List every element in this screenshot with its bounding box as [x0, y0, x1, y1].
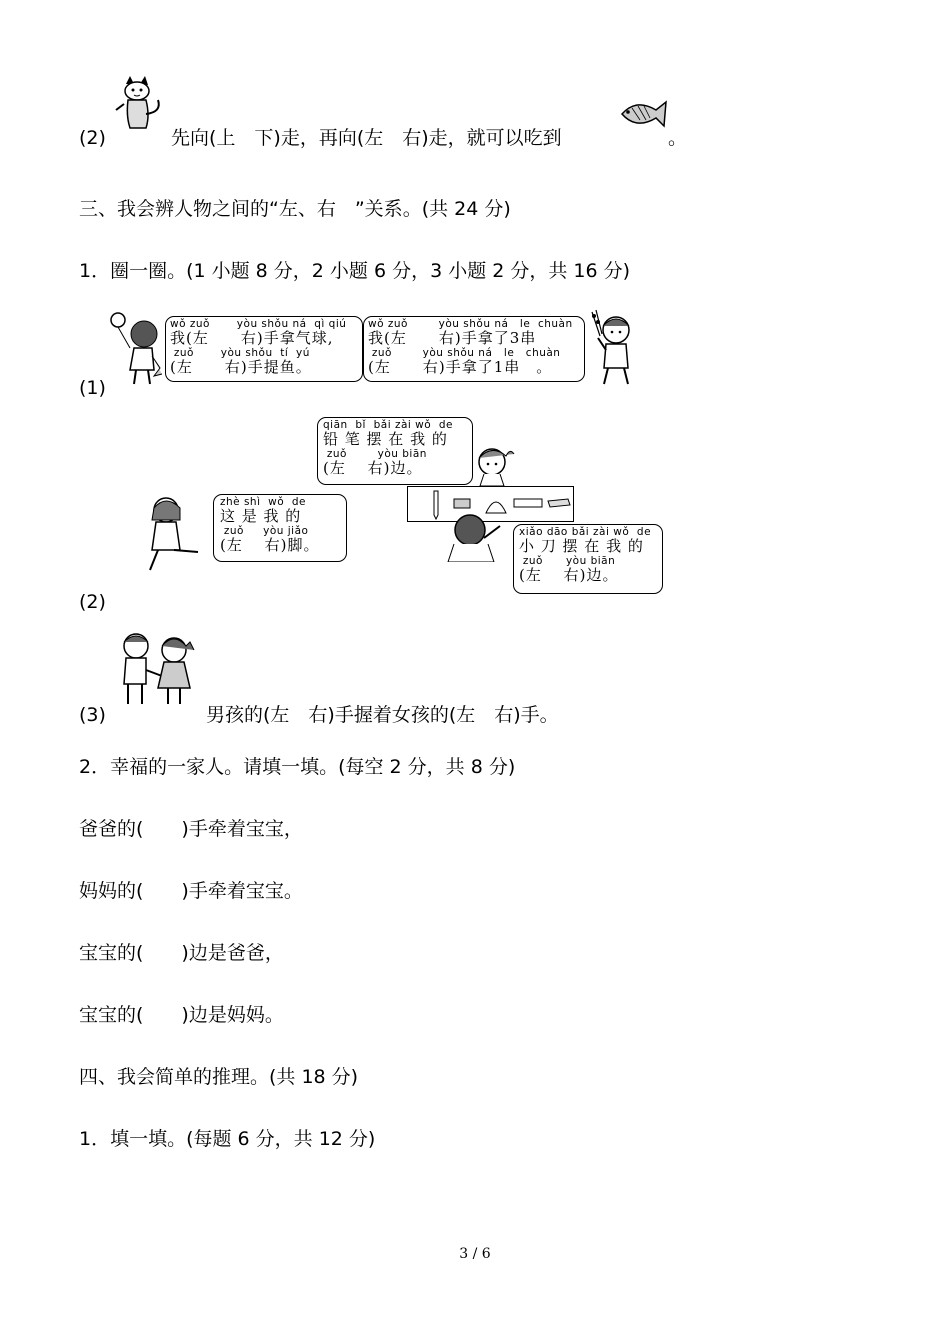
speech-bubble-balloon: wǒ zuǒ yòu shǒu ná qì qiú 我(左 右)手拿气球, zuǒ yòu shǒu tí yú (左 右)手提鱼。	[165, 316, 363, 382]
question-2-end: 。	[668, 127, 688, 149]
question-2-text: 先向(上 下)走，再向(左 右)走，就可以吃到	[171, 127, 562, 149]
fill-line-1: 爸爸的( )手牵着宝宝，	[79, 818, 303, 840]
boy-and-girl-holding-hands-icon	[110, 630, 202, 708]
sub-3-number: (3)	[79, 704, 106, 726]
fill-line-4: 宝宝的( )边是妈妈。	[79, 1004, 284, 1026]
page-number: 3 / 6	[459, 1246, 491, 1262]
section-3-title: 三、我会辨人物之间的“左、右 ”关系。(共 24 分)	[79, 198, 511, 220]
speech-bubble-skewers: wǒ zuǒ yòu shǒu ná le chuàn 我(左 右)手拿了3串 zuǒ yòu shǒu ná le chuàn (左 右)手拿了1串 。	[363, 316, 585, 382]
speech-bubble-foot: zhè shì wǒ de 这 是 我 的 zuǒ yòu jiǎo (左 右)脚。	[213, 494, 347, 562]
boy-head-icon	[444, 508, 506, 562]
q2-title: 2．幸福的一家人。请填一填。(每空 2 分，共 8 分)	[79, 756, 516, 778]
sub-3-text: 男孩的(左 右)手握着女孩的(左 右)手。	[206, 704, 559, 726]
girl-head-icon	[470, 440, 518, 486]
section-4-title: 四、我会简单的推理。(共 18 分)	[79, 1066, 359, 1088]
cat-icon	[112, 74, 166, 132]
speech-bubble-knife: xiǎo dāo bǎi zài wǒ de 小 刀 摆 在 我 的 zuǒ yòu biān (左 右)边。	[513, 524, 663, 594]
sub-1-number: (1)	[79, 377, 106, 399]
sub-2-number: (2)	[79, 591, 106, 613]
fill-line-3: 宝宝的( )边是爸爸，	[79, 942, 284, 964]
boy-with-skewers-icon	[578, 306, 644, 386]
fill-line-2: 妈妈的( )手牵着宝宝。	[79, 880, 303, 902]
section-4-q1-title: 1．填一填。(每题 6 分，共 12 分)	[79, 1128, 376, 1150]
girl-with-balloon-icon	[108, 306, 164, 386]
q1-title: 1．圈一圈。(1 小题 8 分，2 小题 6 分，3 小题 2 分，共 16 分)	[79, 260, 631, 282]
question-2-number: (2)	[79, 127, 106, 149]
fish-icon	[616, 96, 668, 132]
girl-pointing-foot-icon	[140, 494, 204, 572]
speech-bubble-pencil: qiān bǐ bǎi zài wǒ de 铅 笔 摆 在 我 的 zuǒ yòu biān (左 右)边。	[317, 417, 473, 485]
